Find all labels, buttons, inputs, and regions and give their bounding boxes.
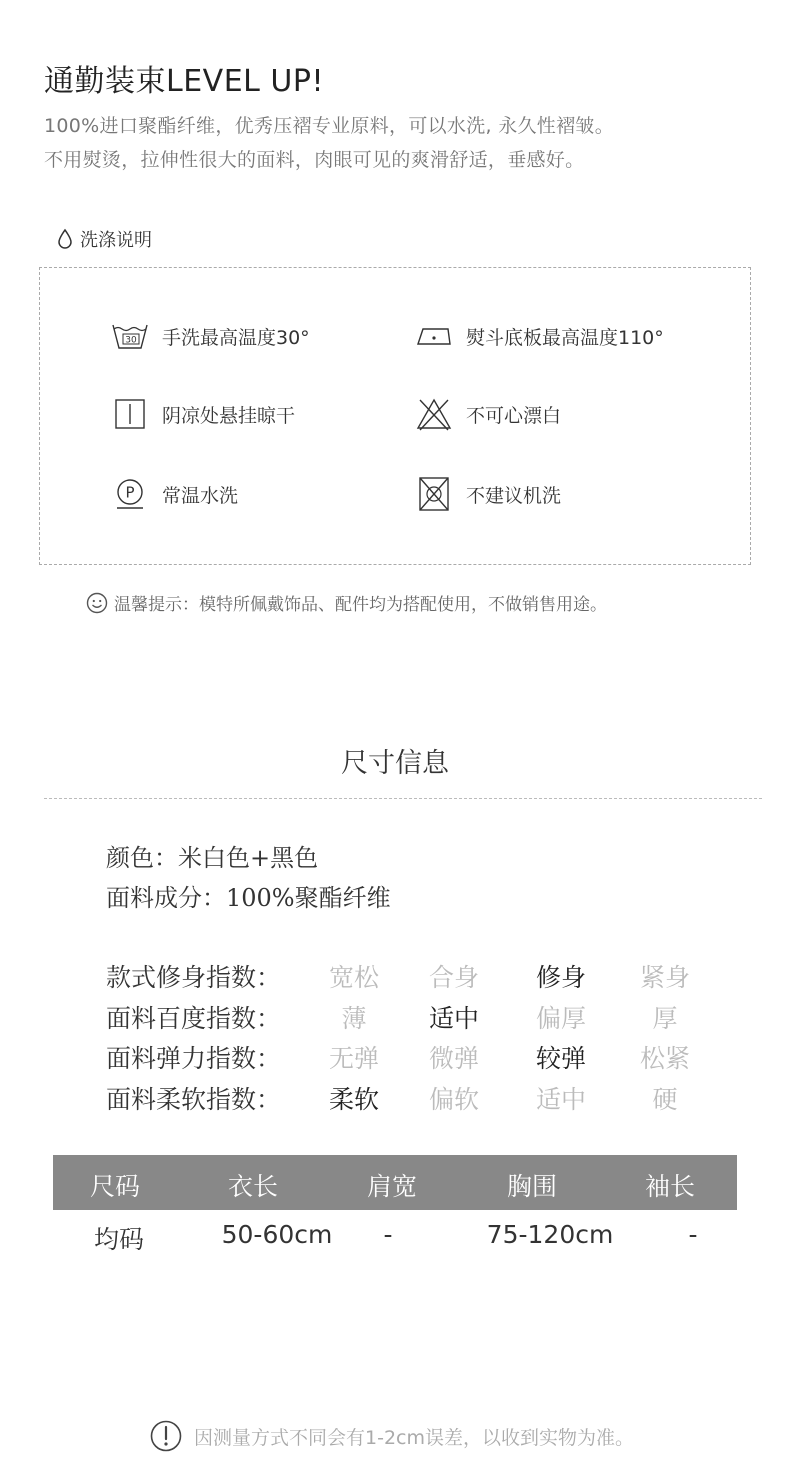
index-option: 厚 bbox=[652, 1004, 678, 1033]
care-label: 不建议机洗 bbox=[466, 484, 562, 507]
index-label: 面料弹力指数： bbox=[106, 1044, 282, 1073]
color-info: 颜色：米白色+黑色 bbox=[106, 844, 319, 872]
care-item-dry-clean bbox=[110, 476, 238, 512]
care-item-no-machine-wash bbox=[414, 476, 561, 512]
care-item-iron bbox=[414, 318, 664, 354]
index-option-selected: 柔软 bbox=[328, 1085, 379, 1114]
index-option: 合身 bbox=[428, 963, 479, 992]
index-option-selected: 较弹 bbox=[535, 1044, 586, 1073]
water-drop-icon bbox=[56, 228, 74, 250]
index-option: 无弹 bbox=[328, 1044, 379, 1073]
care-label: 手洗最高温度30° bbox=[162, 326, 310, 349]
measurement-note bbox=[150, 1420, 634, 1452]
index-option: 适中 bbox=[535, 1085, 586, 1114]
index-option: 硬 bbox=[652, 1085, 678, 1114]
smiley-icon bbox=[86, 592, 108, 614]
table-row bbox=[53, 1216, 737, 1260]
description-line-2: 不用熨烫，拉伸性很大的面料，肉眼可见的爽滑舒适，垂感好。 bbox=[44, 149, 585, 171]
line-dry-shade-icon bbox=[110, 396, 150, 432]
divider bbox=[44, 798, 762, 799]
hand-wash-30-icon bbox=[110, 318, 150, 354]
table-header-cell: 袖长 bbox=[644, 1172, 695, 1201]
care-instructions-box bbox=[39, 267, 751, 565]
index-label: 款式修身指数： bbox=[106, 963, 282, 992]
table-header-cell: 胸围 bbox=[506, 1172, 557, 1201]
table-cell: 均码 bbox=[93, 1225, 144, 1254]
care-label: 常温水洗 bbox=[162, 484, 239, 507]
table-cell: - bbox=[383, 1220, 393, 1249]
care-item-line-dry bbox=[110, 396, 295, 432]
wash-instructions-heading bbox=[56, 226, 152, 252]
warm-tip bbox=[86, 590, 607, 615]
index-option: 紧身 bbox=[639, 963, 690, 992]
size-table-header bbox=[53, 1155, 737, 1210]
page-title: 通勤装束LEVEL UP! bbox=[44, 64, 324, 99]
index-option-selected: 修身 bbox=[535, 963, 586, 992]
care-item-no-bleach bbox=[414, 396, 561, 432]
table-header-cell: 衣长 bbox=[227, 1172, 278, 1201]
index-option: 偏厚 bbox=[535, 1004, 586, 1033]
index-option: 微弹 bbox=[428, 1044, 479, 1073]
index-option: 偏软 bbox=[428, 1085, 479, 1114]
svg-text:P: P bbox=[125, 483, 135, 502]
dry-clean-p-icon bbox=[110, 476, 150, 512]
index-option: 松紧 bbox=[639, 1044, 690, 1073]
table-header-cell: 尺码 bbox=[89, 1172, 140, 1201]
care-item-hand-wash bbox=[110, 318, 310, 354]
index-label: 面料百度指数： bbox=[106, 1004, 282, 1033]
table-cell: - bbox=[688, 1220, 698, 1249]
no-bleach-icon bbox=[414, 396, 454, 432]
exclamation-icon bbox=[150, 1420, 182, 1452]
care-label: 阴凉处悬挂晾干 bbox=[162, 404, 296, 427]
index-option: 薄 bbox=[341, 1004, 367, 1033]
care-label: 熨斗底板最高温度110° bbox=[466, 326, 664, 349]
size-section-title: 尺寸信息 bbox=[341, 748, 449, 779]
fabric-info: 面料成分：100%聚酯纤维 bbox=[106, 884, 391, 912]
iron-110-icon bbox=[414, 318, 454, 354]
wash-heading-label: 洗涤说明 bbox=[80, 230, 152, 251]
table-header-cell: 肩宽 bbox=[366, 1172, 417, 1201]
index-option-selected: 适中 bbox=[428, 1004, 479, 1033]
index-option: 宽松 bbox=[328, 963, 379, 992]
svg-text:30: 30 bbox=[125, 335, 137, 346]
note-text: 因测量方式不同会有1-2cm误差，以收到实物为准。 bbox=[194, 1426, 634, 1449]
care-label: 不可心漂白 bbox=[466, 404, 562, 427]
description-line-1: 100%进口聚酯纤维，优秀压褶专业原料，可以水洗, 永久性褶皱。 bbox=[44, 115, 614, 137]
table-cell: 50-60cm bbox=[221, 1220, 333, 1249]
tip-text: 温馨提示：模特所佩戴饰品、配件均为搭配使用，不做销售用途。 bbox=[114, 595, 607, 615]
no-machine-wash-icon bbox=[414, 476, 454, 512]
table-cell: 75-120cm bbox=[486, 1220, 614, 1249]
index-label: 面料柔软指数： bbox=[106, 1085, 282, 1114]
